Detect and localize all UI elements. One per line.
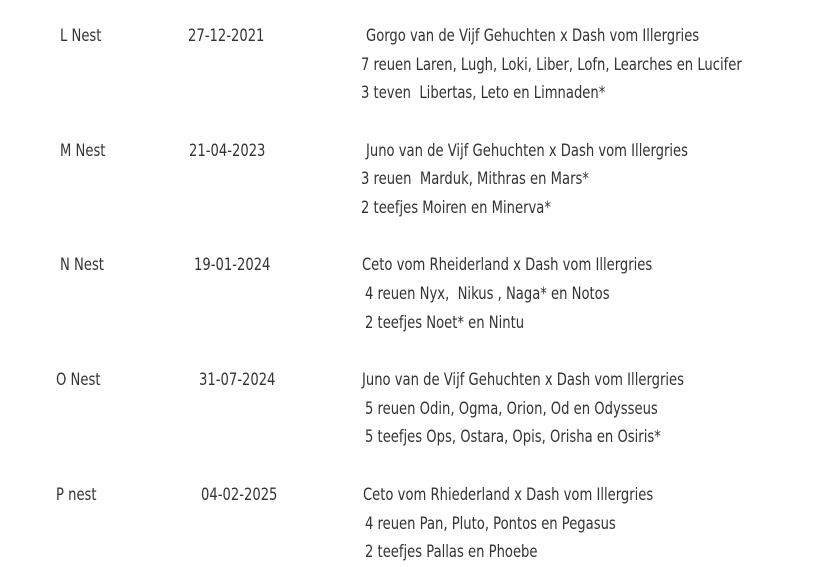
litter-parents: Juno van de Vijf Gehuchten x Dash vom Illergries: [366, 141, 688, 161]
litter-name: O Nest: [56, 370, 101, 390]
litter-name: M Nest: [60, 141, 106, 161]
litter-date: 21-04-2023: [189, 141, 266, 161]
litter-females: 5 teefjes Ops, Ostara, Opis, Orisha en Osiris*: [365, 427, 661, 447]
litter-females: 2 teefjes Noet* en Nintu: [365, 313, 525, 333]
litter-males: 5 reuen Odin, Ogma, Orion, Od en Odysseus: [365, 399, 658, 419]
litter-parents: Ceto vom Rheiderland x Dash vom Illergries: [362, 255, 653, 275]
litter-males: 4 reuen Pan, Pluto, Pontos en Pegasus: [365, 514, 616, 534]
litter-date: 31-07-2024: [199, 370, 276, 390]
litter-date: 04-02-2025: [201, 485, 278, 505]
litter-males: 3 reuen Marduk, Mithras en Mars*: [361, 169, 589, 189]
litter-males: 7 reuen Laren, Lugh, Loki, Liber, Lofn, Learches en Lucifer: [361, 55, 742, 75]
litter-parents: Juno van de Vijf Gehuchten x Dash vom Illergries: [362, 370, 684, 390]
litter-name: N Nest: [60, 255, 104, 275]
litter-name: P nest: [56, 485, 97, 505]
litter-females: 2 teefjes Moiren en Minerva*: [361, 198, 551, 218]
litter-name: L Nest: [60, 26, 102, 46]
litter-date: 19-01-2024: [194, 255, 271, 275]
litter-males: 4 reuen Nyx, Nikus , Naga* en Notos: [365, 284, 610, 304]
litter-females: 2 teefjes Pallas en Phoebe: [365, 542, 538, 562]
litter-date: 27-12-2021: [188, 26, 265, 46]
litter-parents: Gorgo van de Vijf Gehuchten x Dash vom Illergries: [366, 26, 700, 46]
litter-females: 3 teven Libertas, Leto en Limnaden*: [361, 83, 606, 103]
litter-parents: Ceto vom Rhiederland x Dash vom Illergries: [363, 485, 654, 505]
